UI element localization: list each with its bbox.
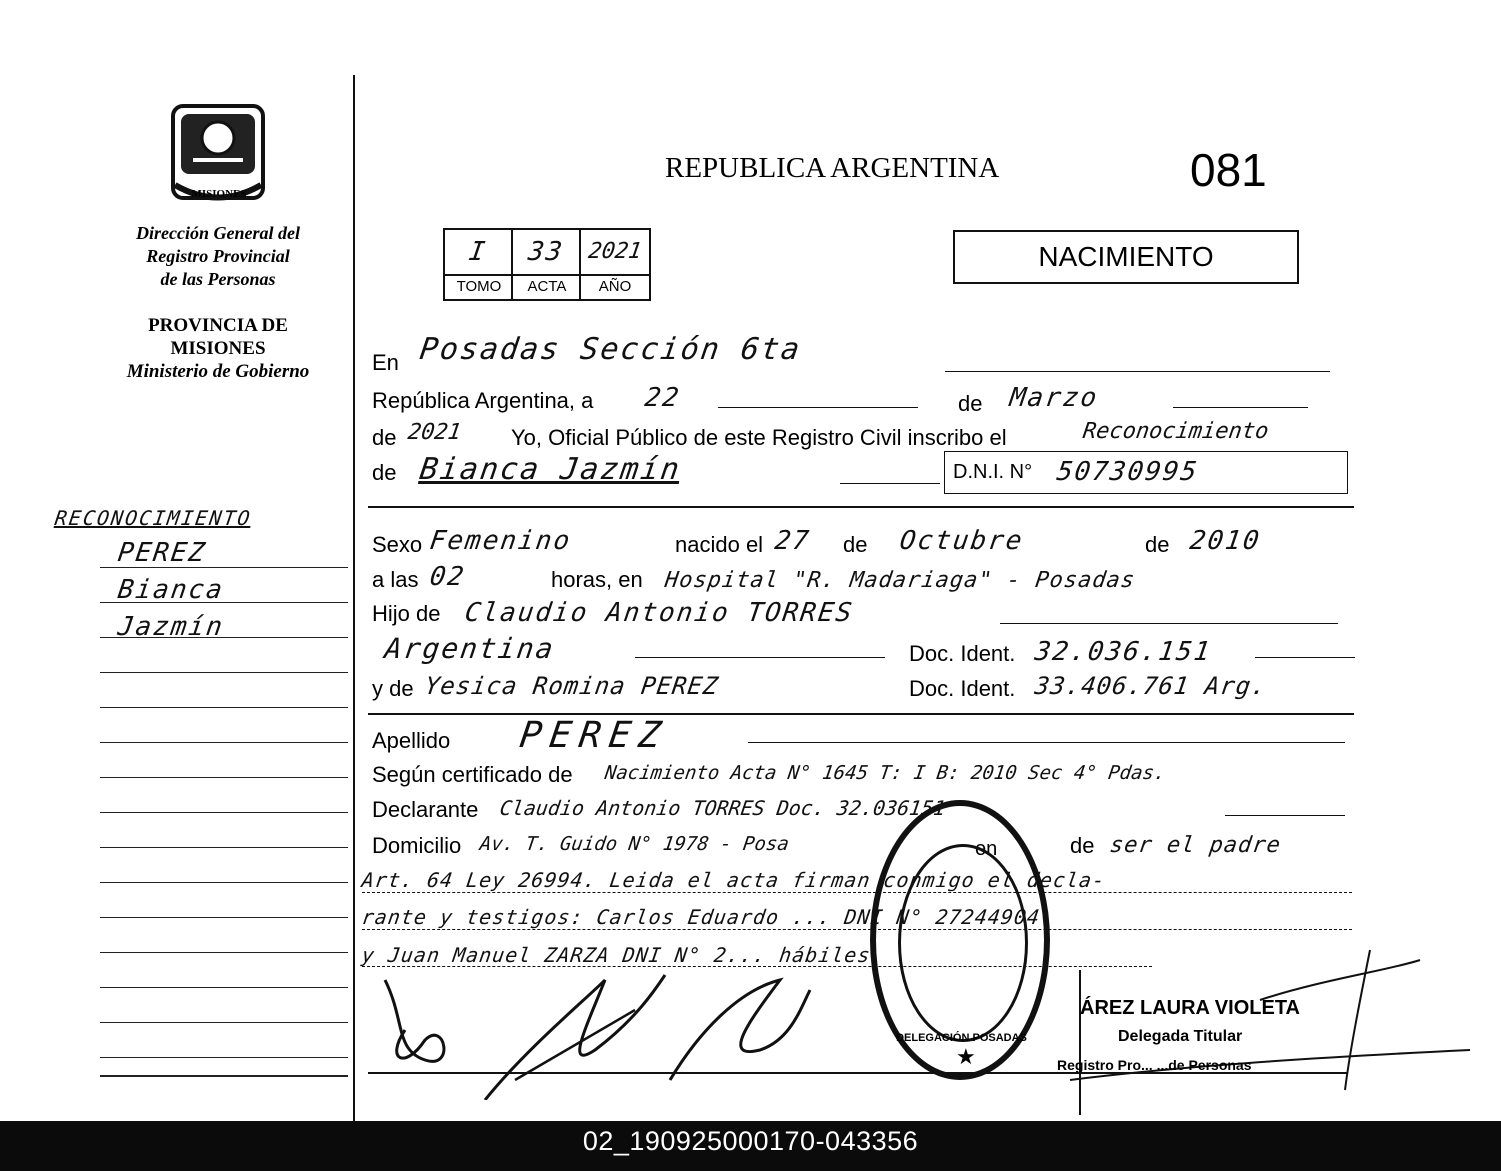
margin-rule <box>100 812 348 813</box>
note-line-1: Art. 64 Ley 26994. Leida el acta firman conmigo el decla- <box>360 868 1108 892</box>
provincial-seal <box>165 100 271 212</box>
official-office: Registro Pro... ...de Personas <box>1057 1057 1252 1073</box>
province-line-2: MISIONES <box>170 338 266 359</box>
dni-value: 50730995 <box>1054 457 1201 487</box>
margin-rule <box>100 952 348 953</box>
de-label: de <box>1145 532 1170 557</box>
margin-rule <box>100 602 348 603</box>
province-name <box>80 314 356 383</box>
yde-label: y de <box>372 676 414 701</box>
official-name: ÁREZ LAURA VIOLETA <box>1080 997 1300 1019</box>
margin-note-surname: PEREZ <box>115 538 209 568</box>
father-doc: 32.036.151 <box>1032 637 1214 667</box>
republica-label: República Argentina, a <box>372 388 594 413</box>
margin-rule <box>100 672 348 673</box>
rule <box>1000 623 1338 624</box>
registration-month: Marzo <box>1007 383 1101 413</box>
birth-month: Octubre <box>897 526 1026 556</box>
margin-rule <box>100 882 348 883</box>
official-role: Delegada Titular <box>1118 1028 1243 1045</box>
registry-box-rule <box>445 274 649 276</box>
rule <box>718 407 918 408</box>
tomo-label: TOMO <box>456 278 502 295</box>
dni-box <box>944 451 1348 494</box>
doc-label: Doc. Ident. <box>909 676 1016 701</box>
year-prefix: de <box>372 425 397 450</box>
anio-value: 2021 <box>586 239 644 264</box>
org-line-2: Registro Provincial <box>146 246 290 266</box>
birth-place: Hospital "R. Madariaga" - Posadas <box>663 568 1137 593</box>
domicilio-end: ser el padre <box>1108 833 1283 858</box>
de-label: de <box>843 532 868 557</box>
declarante-label: Declarante <box>372 797 479 822</box>
document-code: 02_190925000170-043356 <box>582 1126 919 1156</box>
stamp-inner-ring <box>898 844 1028 1042</box>
rule <box>362 929 1352 930</box>
father-nationality: Argentina <box>382 632 558 665</box>
margin-rule <box>100 567 348 568</box>
registration-day: 22 <box>642 383 683 413</box>
doc-label: Doc. Ident. <box>909 641 1016 666</box>
margin-rule <box>100 707 348 708</box>
page-divider <box>353 75 355 1121</box>
margin-rule <box>100 917 348 918</box>
margin-note-title: RECONOCIMIENTO <box>53 506 254 530</box>
mother-name: Yesica Romina PEREZ <box>423 672 721 700</box>
segun-value: Nacimiento Acta N° 1645 T: I B: 2010 Sec 4° Pdas. <box>603 762 1168 784</box>
certificate-number: 081 <box>1190 144 1267 196</box>
certificate-type-box <box>953 230 1299 284</box>
declarante-value: Claudio Antonio TORRES Doc. 32.036151 <box>498 796 948 820</box>
birth-year: 2010 <box>1187 526 1263 556</box>
rule <box>1173 407 1308 408</box>
margin-note-first-name: Bianca <box>115 575 227 605</box>
country-title: REPUBLICA ARGENTINA <box>665 152 1000 184</box>
registration-year: 2021 <box>406 420 463 445</box>
domicilio-de: de <box>1070 833 1095 858</box>
ministry-name: Ministerio de Gobierno <box>126 361 310 382</box>
alas-label: a las <box>372 567 419 592</box>
apellido-value: PEREZ <box>517 715 672 756</box>
domicilio-mid: en <box>975 838 998 860</box>
bottom-rule <box>368 1072 1348 1074</box>
de-label: de <box>958 391 983 416</box>
margin-rule <box>100 1022 348 1023</box>
margin-rule <box>100 637 348 638</box>
official-text: Yo, Oficial Público de este Registro Civil inscribo el <box>511 425 1007 450</box>
official-stamp <box>870 800 1050 1080</box>
rule <box>635 657 885 658</box>
margin-rule <box>100 742 348 743</box>
rule <box>1255 657 1355 658</box>
sexo-label: Sexo <box>372 532 423 557</box>
en-label: En <box>372 350 399 375</box>
section-rule <box>368 713 1354 715</box>
note-line-2: rante y testigos: Carlos Eduardo ... DNI N° 27244904 <box>360 905 1042 929</box>
rule <box>840 483 940 484</box>
stamp-text: DELEGACIÓN POSADAS <box>896 1032 1027 1044</box>
margin-rule <box>100 987 348 988</box>
acta-label: ACTA <box>527 278 567 295</box>
registry-box <box>443 228 651 301</box>
rule <box>362 892 1352 893</box>
place-of-registration: Posadas Sección 6ta <box>417 332 804 367</box>
margin-rule <box>100 777 348 778</box>
sexo-value: Femenino <box>427 526 574 556</box>
margin-rule <box>100 847 348 848</box>
domicilio-value: Av. T. Guido N° 1978 - Posa <box>478 833 791 855</box>
segun-label: Según certificado de <box>372 762 573 787</box>
domicilio-label: Domicilio <box>372 833 462 858</box>
star-icon: ★ <box>956 1044 976 1069</box>
child-name: Bianca Jazmín <box>417 452 684 487</box>
org-name <box>80 222 356 291</box>
anio-label: AÑO <box>598 278 632 295</box>
birth-day: 27 <box>772 526 813 556</box>
margin-rule <box>100 1075 348 1077</box>
apellido-label: Apellido <box>372 728 451 753</box>
horas-label: horas, en <box>551 567 643 592</box>
de-name-label: de <box>372 460 397 485</box>
mother-doc: 33.406.761 Arg. <box>1033 672 1269 700</box>
rule <box>748 742 1345 743</box>
org-line-3: de las Personas <box>160 269 276 289</box>
birth-hour: 02 <box>427 562 468 592</box>
document-code-bar <box>0 1121 1501 1171</box>
rule <box>1225 815 1345 816</box>
hijo-label: Hijo de <box>372 601 441 626</box>
margin-note-second-name: Jazmín <box>115 612 227 642</box>
nacido-label: nacido el <box>675 532 764 557</box>
acta-value: 33 <box>526 237 566 267</box>
org-line-1: Dirección General del <box>136 223 300 243</box>
note-line-3: y Juan Manuel ZARZA DNI N° 2... hábiles <box>360 943 873 967</box>
dni-label: D.N.I. N° <box>953 461 1033 483</box>
province-line-1: PROVINCIA DE <box>148 315 288 336</box>
seal-emblem-label: MISIONES <box>191 188 247 200</box>
father-name: Claudio Antonio TORRES <box>462 598 856 628</box>
record-type: Reconocimiento <box>1081 419 1271 444</box>
certificate-type: NACIMIENTO <box>1038 241 1214 272</box>
tomo-value: I <box>467 237 489 267</box>
rule <box>945 371 1330 372</box>
margin-rule <box>100 1057 348 1058</box>
section-rule <box>368 506 1354 508</box>
